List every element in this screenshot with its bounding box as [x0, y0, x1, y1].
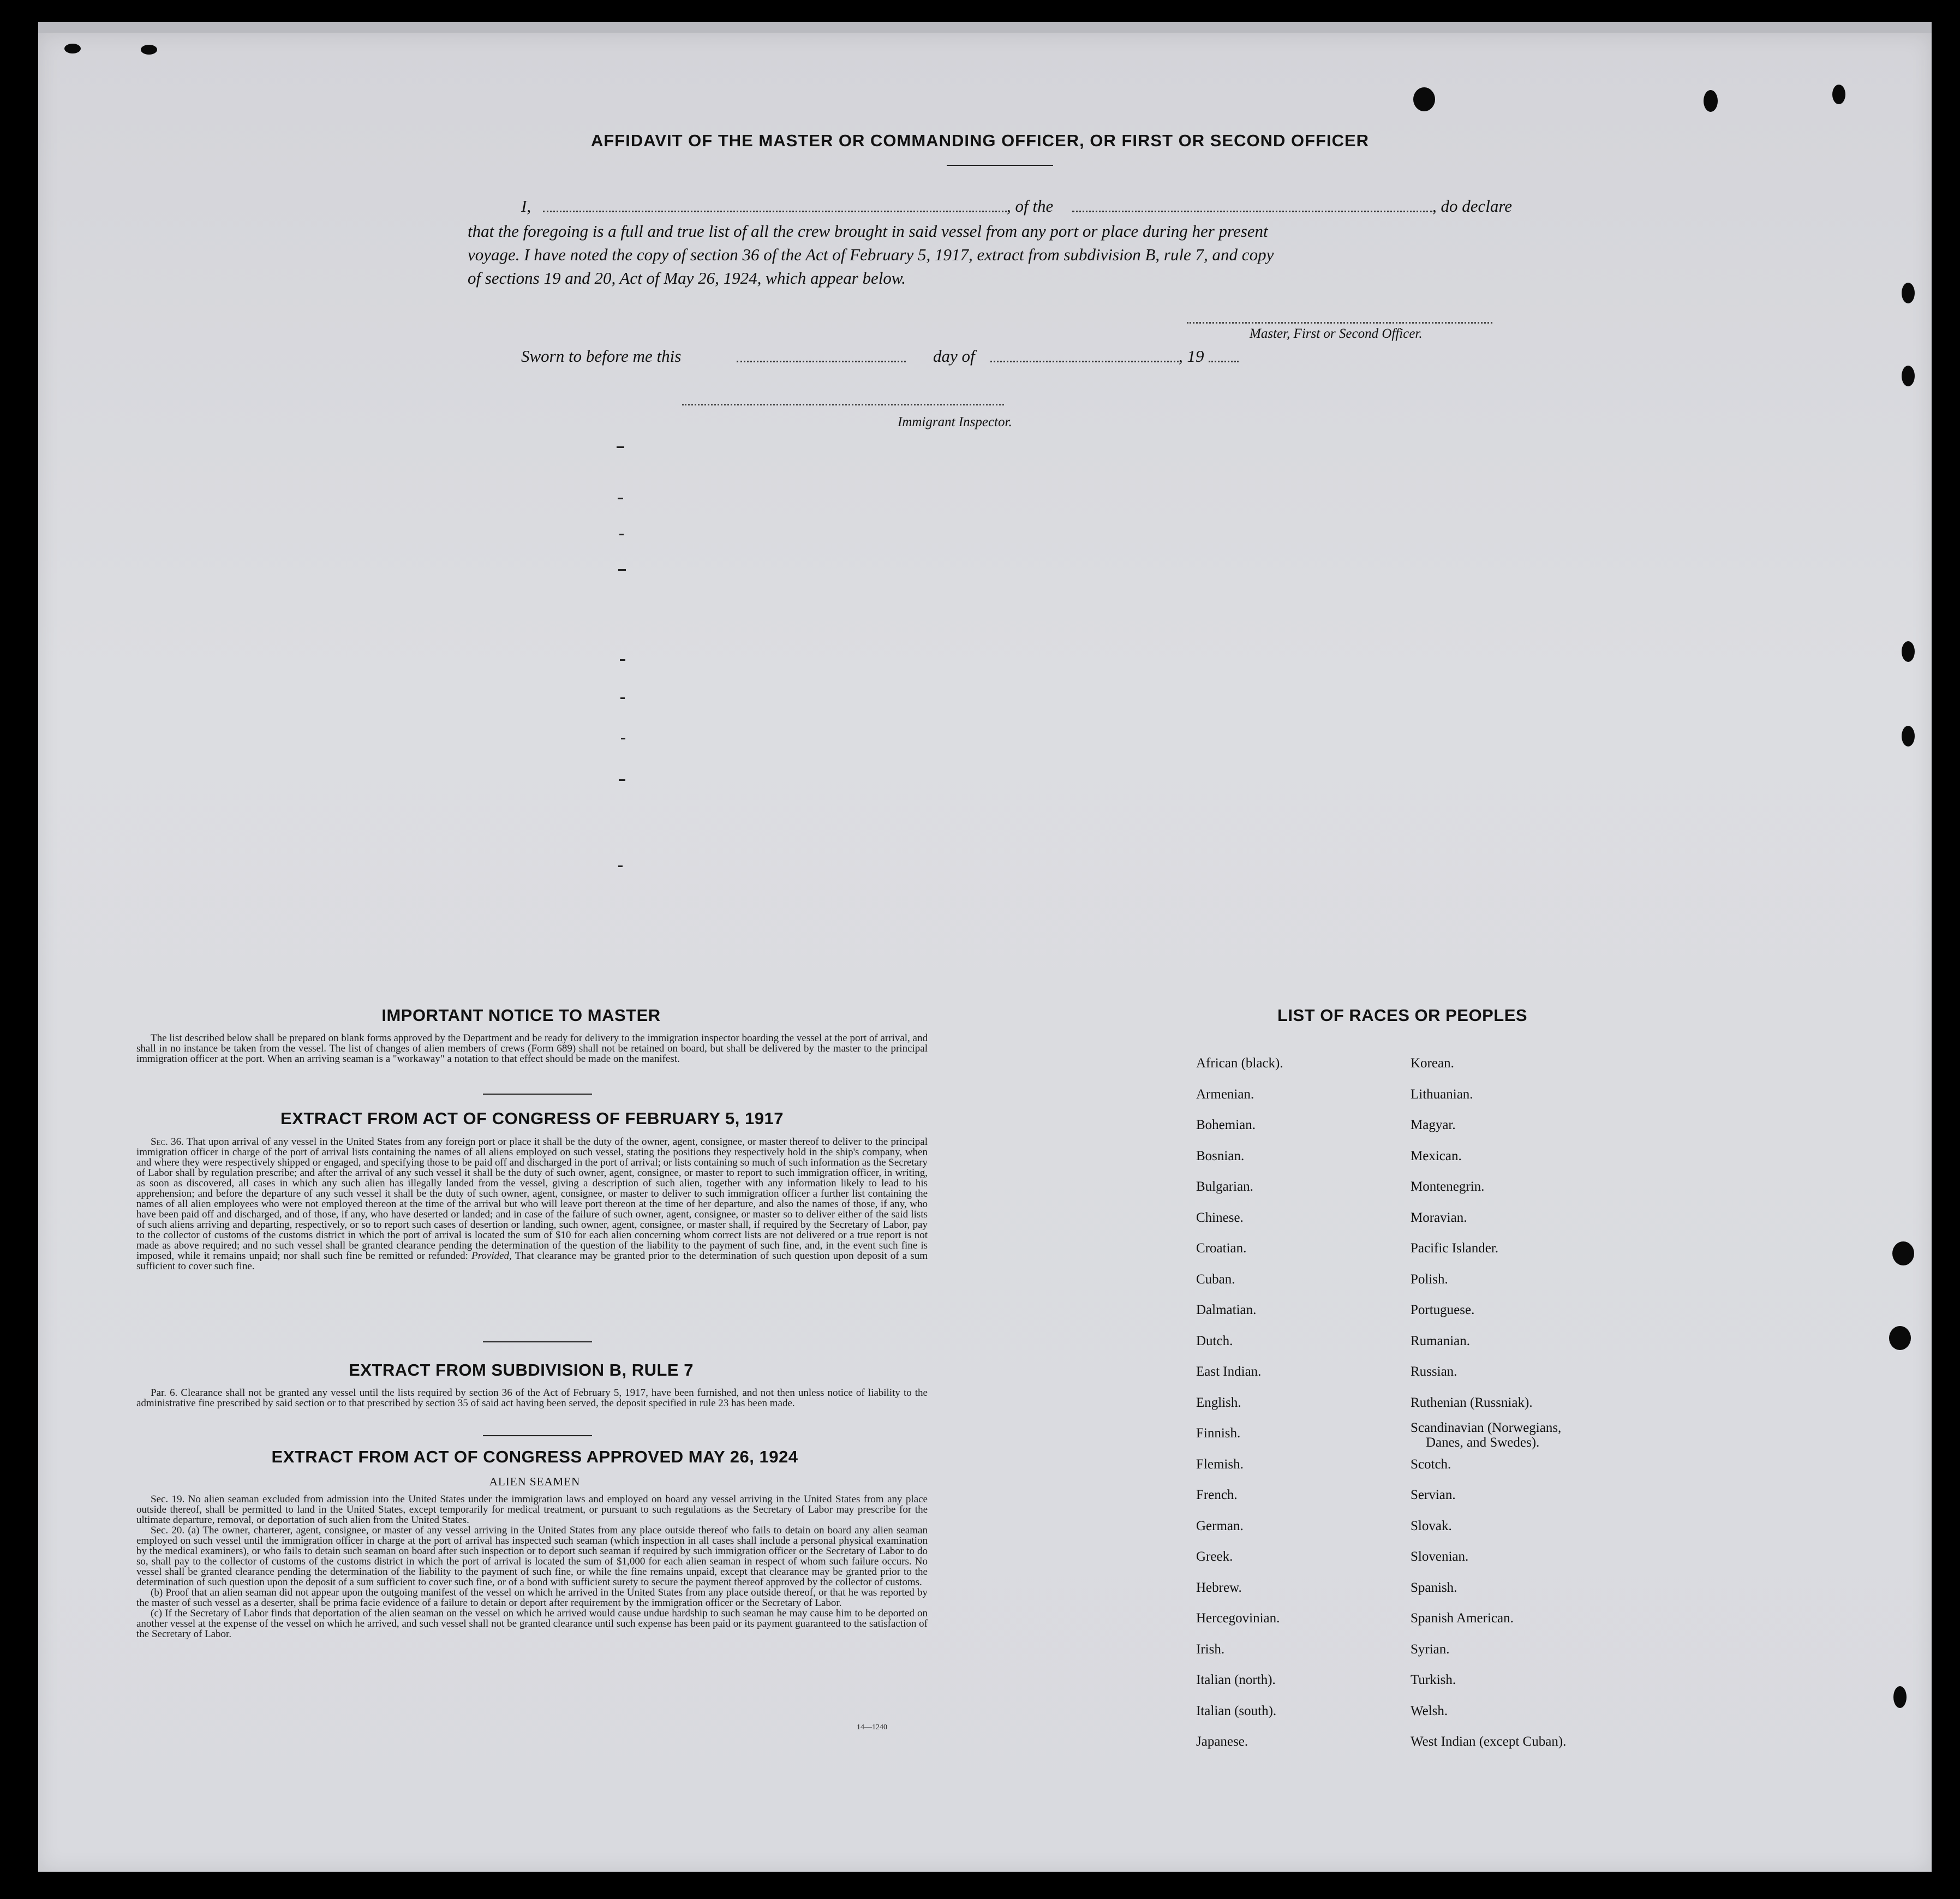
race-item: Servian.: [1411, 1488, 1456, 1502]
stray-mark: [619, 534, 624, 535]
race-item: Lithuanian.: [1411, 1086, 1473, 1102]
extract-1917-text: [136, 1137, 928, 1271]
race-item: English.: [1196, 1395, 1241, 1410]
race-item: Armenian.: [1196, 1086, 1254, 1102]
vessel-name-field[interactable]: [1072, 211, 1432, 212]
sworn-line: [521, 347, 1285, 368]
extract-1924-text: [136, 1494, 928, 1639]
race-item: Bulgarian.: [1196, 1179, 1253, 1194]
i-label: I,: [521, 196, 531, 216]
race-item: Finnish.: [1196, 1426, 1241, 1441]
stray-mark: [618, 865, 623, 867]
race-item: German.: [1196, 1518, 1244, 1533]
of-the-label: , of the: [1007, 196, 1054, 216]
race-item: Korean.: [1411, 1056, 1454, 1071]
sworn-year-field[interactable]: [1209, 361, 1239, 362]
extract-1924-title: EXTRACT FROM ACT OF CONGRESS APPROVED MAY 26, 1924: [271, 1447, 798, 1466]
punch-hole-icon: [1893, 1686, 1907, 1708]
punch-hole-icon: [1902, 283, 1915, 303]
race-item: Welsh.: [1411, 1703, 1448, 1718]
stray-mark: [620, 659, 625, 661]
sec19-text: Sec. 19. No alien seaman excluded from admission into the United States under the immigration laws and employed on board any vessel arriving in the United States from any place outside thereof, shall be permitted to land in the United States, except temporarily for medical treatment, or pursuant to such regulations as the Secretary of Labor may prescribe for the ultimate departure, removal, or deportation of such alien from the United States.: [136, 1494, 928, 1526]
race-item: French.: [1196, 1488, 1238, 1502]
race-item: Japanese.: [1196, 1734, 1248, 1749]
declaration-text: [468, 219, 1532, 290]
sec36-label: Sec. 36.: [151, 1136, 184, 1148]
do-declare-label: , do declare: [1432, 196, 1513, 216]
race-item: Hercegovinian.: [1196, 1611, 1280, 1626]
race-item: Scandinavian (Norwegians,: [1411, 1420, 1562, 1435]
rule7-title: EXTRACT FROM SUBDIVISION B, RULE 7: [349, 1360, 694, 1380]
race-item: Flemish.: [1196, 1456, 1244, 1472]
race-item: Syrian.: [1411, 1641, 1450, 1657]
title-underline: [947, 165, 1053, 166]
declaration-line: that the foregoing is a full and true list of all the crew brought in said vessel from any port or place during her present: [468, 222, 1268, 241]
inspector-signature-field[interactable]: [682, 404, 1004, 405]
binding-mark-icon: [141, 45, 157, 55]
day-of-label: day of: [933, 347, 975, 366]
race-item: Ruthenian (Russniak).: [1411, 1395, 1533, 1410]
race-item: Italian (north).: [1196, 1673, 1276, 1687]
race-item: Spanish American.: [1411, 1611, 1514, 1626]
alien-seamen-subtitle: ALIEN SEAMEN: [489, 1475, 581, 1488]
race-item: Slovak.: [1411, 1518, 1452, 1533]
race-item: Slovenian.: [1411, 1549, 1469, 1564]
notice-divider: [483, 1094, 592, 1095]
race-item: Russian.: [1411, 1364, 1457, 1379]
races-title: LIST OF RACES OR PEOPLES: [1277, 1006, 1528, 1025]
race-item: Mexican.: [1411, 1148, 1462, 1163]
race-item: Greek.: [1196, 1549, 1233, 1564]
race-item: Magyar.: [1411, 1118, 1456, 1132]
race-item: Pacific Islander.: [1411, 1241, 1499, 1256]
stray-mark: [620, 697, 625, 699]
race-item: Bohemian.: [1196, 1118, 1256, 1132]
stray-mark: [619, 779, 625, 781]
declarant-name-field[interactable]: [543, 211, 1007, 212]
race-item: Cuban.: [1196, 1271, 1235, 1287]
provided-word: Provided,: [471, 1250, 512, 1262]
race-item: Spanish.: [1411, 1580, 1457, 1595]
race-item: Polish.: [1411, 1271, 1448, 1287]
sec36-end: That clearance may be granted prior to the determination of such question upon deposit of a sum sufficient to cover such fine.: [136, 1250, 928, 1272]
master-caption: Master, First or Second Officer.: [1250, 326, 1423, 341]
inspector-caption: Immigrant Inspector.: [898, 415, 1012, 429]
notice-title: IMPORTANT NOTICE TO MASTER: [381, 1006, 661, 1025]
race-item: Dutch.: [1196, 1333, 1233, 1348]
race-item: Bosnian.: [1196, 1148, 1245, 1163]
form-number: 14—1240: [857, 1723, 887, 1731]
binding-mark-icon: [64, 44, 81, 53]
stray-mark: [621, 738, 625, 739]
sworn-month-field[interactable]: [990, 361, 1179, 362]
extract-1917-divider: [483, 1341, 592, 1342]
race-item: Chinese.: [1196, 1210, 1244, 1225]
race-item: East Indian.: [1196, 1364, 1262, 1379]
races-left-column: [1196, 1056, 1393, 1754]
races-right-column: [1411, 1056, 1672, 1754]
race-item: Irish.: [1196, 1641, 1225, 1657]
rule7-text: Par. 6. Clearance shall not be granted any vessel until the lists required by section 36 of the Act of February 5, 1917, have been furnished, and not then unless notice of liability to the administrative fine prescribed by said section or to that prescribed by section 35 of said act having been served, the deposit specified in rule 23 has been made.: [136, 1387, 928, 1409]
race-item: Turkish.: [1411, 1673, 1456, 1687]
declaration-line: of sections 19 and 20, Act of May 26, 1924, which appear below.: [468, 268, 906, 288]
race-item: African (black).: [1196, 1056, 1283, 1071]
punch-hole-icon: [1892, 1241, 1914, 1265]
race-item: West Indian (except Cuban).: [1411, 1734, 1567, 1749]
punch-hole-icon: [1889, 1326, 1911, 1350]
race-item: Moravian.: [1411, 1210, 1467, 1225]
race-item: Scotch.: [1411, 1456, 1451, 1472]
sworn-label: Sworn to before me this: [521, 347, 682, 366]
race-item: Hebrew.: [1196, 1580, 1242, 1595]
declarant-line: [521, 196, 1531, 220]
race-item: Montenegrin.: [1411, 1179, 1485, 1194]
race-item: Dalmatian.: [1196, 1303, 1257, 1317]
notice-text: The list described below shall be prepared on blank forms approved by the Department and be ready for delivery to the immigration inspector boarding the vessel at the port of arrival, and shall in no instance be taken from the vessel. The list of changes of alien members of crews (Form 689) shall not be retained on board, but shall be delivered by the master to the principal immigration officer at the port. When an arriving seaman is a "workaway" a notation to that effect should be made on the manifest.: [136, 1032, 928, 1065]
sec20a-text: Sec. 20. (a) The owner, charterer, agent, consignee, or master of any vessel arriving in the United States from any place outside thereof who fails to detain on board any alien seaman employed on such vessel until the immigration officer in charge at the port of arrival has inspected such seaman (which inspection in all cases shall include a personal physical examination by the medical examiners), or who fails to detain such seaman on board after such inspection or to deport such seaman if required by such immigration officer or the Secretary of Labor to do so, shall pay to the collector of customs of the customs district in which the port of arrival is located the sum of $1,000 for each alien seaman in respect of whom such failure occurs. No vessel shall be granted clearance pending the determination of the liability to the payment of such fine, or while the fine remains unpaid, except that clearance may be granted prior to the determination of such question upon the deposit of a sum sufficient to cover such fine, or of a bond with sufficient surety to secure the payment thereof approved by the collector of customs.: [136, 1525, 928, 1588]
sec20b-text: (b) Proof that an alien seaman did not appear upon the outgoing manifest of the vessel on which he arrived in the United States from any place outside thereof, or that he was reported by the master of such vessel as a deserter, shall be prima facie evidence of a failure to detain or deport after requirement by the immigration officer or the Secretary of Labor.: [136, 1587, 928, 1609]
punch-hole-icon: [1704, 90, 1718, 112]
sworn-day-field[interactable]: [737, 361, 906, 362]
race-item: Rumanian.: [1411, 1333, 1471, 1348]
punch-hole-icon: [1902, 366, 1915, 386]
race-item: Italian (south).: [1196, 1703, 1277, 1718]
affidavit-title: AFFIDAVIT OF THE MASTER OR COMMANDING OFFICER, OR FIRST OR SECOND OFFICER: [590, 131, 1370, 150]
race-item: Portuguese.: [1411, 1303, 1475, 1317]
declaration-line: voyage. I have noted the copy of section 36 of the Act of February 5, 1917, extract from subdivision B, rule 7, and copy: [468, 245, 1274, 264]
master-signature-field[interactable]: [1187, 322, 1492, 324]
sec36-body: That upon arrival of any vessel in the United States from any foreign port or place it shall be the duty of the owner, agent, consignee, or master thereof to deliver to the principal immigration officer in charge of the port of arrival lists containing the names of all aliens employed on such vessel, stating the positions they respectively hold in the ship's company, when and where they were respectively shipped or engaged, and specifying those to be paid off and discharged in the port of arrival; or lists containing so much of such information as the Secretary of Labor shall by regulation prescribe; and after the arrival of any such vessel it shall be the duty of such owner, agent, consignee, or master to report to such immigration officer, in writing, as soon as discovered, all cases in which any such alien has illegally landed from the vessel, giving a description of such alien, together with any information likely to lead to his apprehension; and before the departure of any such vessel it shall be the duty of such owner, agent, consignee, or master to deliver to such immigration officer a further list containing the names of all alien employees who were not employed thereon at the time of the arrival but who will leave port thereon at the time of her departure, and also the names of those, if any, who have been paid off and discharged, and of those, if any, who have deserted or landed; and in case of the failure of such owner, agent, consignee, or master so to deliver either of the said lists of such aliens arriving and departing, respectively, or so to report such cases of desertion or landing, such owner, agent, consignee, or master shall, if required by the Secretary of Labor, pay to the collector of customs of the customs district in which the port of arrival is located the sum of $10 for each alien concerning whom correct lists are not delivered or a true report is not made as above required; and no such vessel shall be granted clearance pending the determination of the question of the liability to the payment of such fine, and, in the event such fine is imposed, while it remains unpaid; nor shall such fine be remitted or refunded:: [136, 1136, 928, 1262]
stray-mark: [618, 569, 626, 571]
race-item: Croatian.: [1196, 1241, 1247, 1256]
rule7-divider: [483, 1435, 592, 1436]
punch-hole-icon: [1902, 726, 1915, 747]
year-label: , 19: [1179, 347, 1204, 366]
race-item-continuation: Danes, and Swedes).: [1426, 1435, 1540, 1450]
punch-hole-icon: [1413, 87, 1435, 111]
stray-mark: [617, 446, 624, 448]
extract-1917-title: EXTRACT FROM ACT OF CONGRESS OF FEBRUARY 5, 1917: [280, 1109, 784, 1128]
stray-mark: [618, 498, 623, 499]
sec20c-text: (c) If the Secretary of Labor finds that deportation of the alien seaman on the vessel on which he arrived would cause undue hardship to such seaman he may cause him to be deported on another vessel at the expense of the vessel on which he arrived, and such vessel shall not be granted clearance until such expense has been paid or its payment guaranteed to the satisfaction of the Secretary of Labor.: [136, 1608, 928, 1640]
punch-hole-icon: [1902, 641, 1915, 662]
punch-hole-icon: [1832, 85, 1845, 104]
